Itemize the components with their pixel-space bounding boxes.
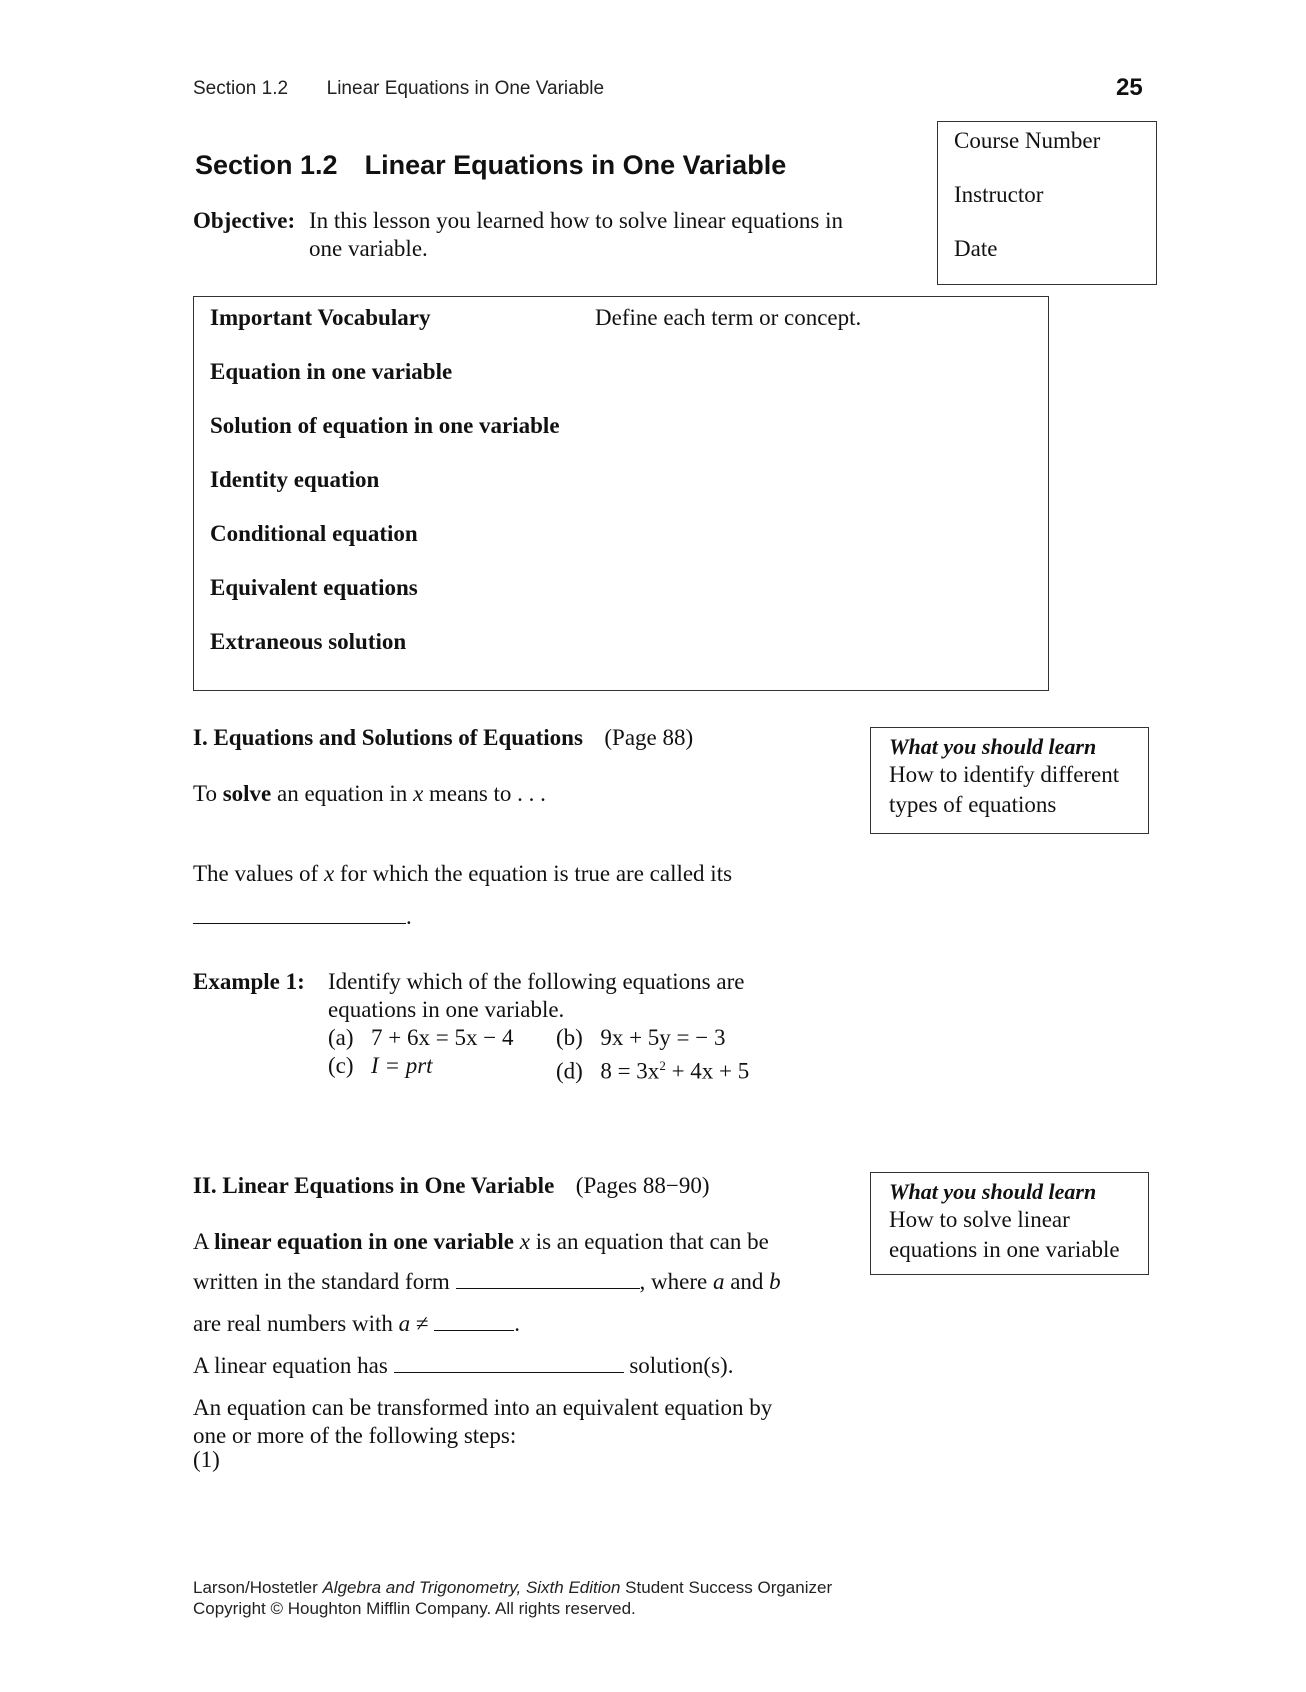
equation: 7 + 6x = 5x − 4 <box>371 1025 514 1050</box>
vocab-term: Identity equation <box>210 467 380 492</box>
text-run: means to . . . <box>423 781 546 806</box>
item-label: (a) <box>328 1025 354 1050</box>
vocab-term: Equation in one variable <box>210 359 453 384</box>
part1-heading-text: I. Equations and Solutions of Equations <box>193 725 583 750</box>
exponent: 2 <box>659 1058 666 1073</box>
example1-item-b <box>556 1024 726 1052</box>
running-header <box>193 78 604 100</box>
part1-pages: (Page 88) <box>604 725 694 750</box>
text-run: . <box>514 1311 521 1336</box>
section-title-label: Section 1.2 <box>195 150 338 180</box>
objective-label: Objective: <box>193 208 296 233</box>
learn-box-line: How to identify different <box>889 762 1120 787</box>
text-run: for which the equation is true are called its <box>334 861 733 886</box>
text-run: ≠ <box>410 1311 435 1336</box>
footer <box>193 1577 832 1619</box>
values-sentence <box>193 860 732 888</box>
footer-copyright: Copyright © Houghton Mifflin Company. All rights reserved. <box>193 1599 636 1618</box>
learn-box-line: equations in one variable <box>889 1237 1120 1262</box>
learn-box-1 <box>870 727 1149 834</box>
part2-heading <box>193 1172 710 1200</box>
standard-form-line <box>193 1268 781 1296</box>
section-title-text: Linear Equations in One Variable <box>364 150 787 180</box>
part2-pages: (Pages 88−90) <box>575 1173 710 1198</box>
item-label: (d) <box>556 1058 583 1084</box>
equation: I = prt <box>371 1053 433 1078</box>
item-label: (c) <box>328 1053 354 1078</box>
step-1-label: (1) <box>193 1447 220 1472</box>
date-label: Date <box>954 236 998 261</box>
variable-a: a <box>712 1269 725 1294</box>
text-run: are real numbers with <box>193 1311 399 1336</box>
answer-blank[interactable] <box>434 1310 514 1331</box>
text-run: an equation in <box>271 781 414 806</box>
footer-line1 <box>193 1577 832 1598</box>
variable-x: x <box>513 1229 530 1254</box>
example1-line1: Identify which of the following equations are <box>328 969 745 994</box>
variable-a: a <box>398 1311 411 1336</box>
text-run: solution(s). <box>629 1353 734 1378</box>
example1-item-d <box>556 1052 749 1086</box>
text-run: is an equation that can be <box>529 1229 769 1254</box>
example1-label: Example 1: <box>193 969 305 994</box>
vocabulary-heading: Important Vocabulary <box>210 305 431 330</box>
vocabulary-instruction: Define each term or concept. <box>595 305 862 330</box>
equivalent-steps-line2: one or more of the following steps: <box>193 1423 517 1448</box>
answer-blank[interactable] <box>193 903 406 924</box>
example1-item-c <box>328 1052 433 1080</box>
objective-text: In this lesson you learned how to solve linear equations in <box>309 208 844 233</box>
solve-definition <box>193 780 546 808</box>
solutions-count-line <box>193 1352 733 1380</box>
vocab-term: Conditional equation <box>210 521 418 546</box>
text-run: , where <box>639 1269 713 1294</box>
linear-equation-definition <box>193 1228 769 1256</box>
answer-blank[interactable] <box>456 1268 640 1289</box>
header-section: Section 1.2 <box>193 78 289 99</box>
part2-heading-text: II. Linear Equations in One Variable <box>193 1173 555 1198</box>
text-run: The values of <box>193 861 324 886</box>
footer-authors: Larson/Hostetler <box>193 1578 318 1597</box>
equivalent-steps-line1: An equation can be transformed into an equivalent equation by <box>193 1395 773 1420</box>
learn-box-line: How to solve linear <box>889 1207 1070 1232</box>
text-run: and <box>724 1269 770 1294</box>
nonzero-condition-line <box>193 1310 520 1338</box>
page-number: 25 <box>1116 74 1143 101</box>
vocab-term: Extraneous solution <box>210 629 407 654</box>
text-run: A <box>193 1229 215 1254</box>
text-run: To <box>193 781 223 806</box>
answer-blank[interactable] <box>394 1352 624 1373</box>
section-title <box>195 150 786 181</box>
variable-b: b <box>769 1269 781 1294</box>
part1-heading <box>193 724 693 752</box>
solve-term: solve <box>222 781 272 806</box>
item-label: (b) <box>556 1025 583 1050</box>
text-run: written in the standard form <box>193 1269 450 1294</box>
course-info-box <box>937 121 1157 285</box>
variable-x: x <box>323 861 335 886</box>
learn-box-line: types of equations <box>889 792 1057 817</box>
text-run: . <box>406 904 412 929</box>
footer-suffix: Student Success Organizer <box>625 1578 833 1597</box>
vocab-term: Equivalent equations <box>210 575 418 600</box>
variable-x: x <box>413 781 424 806</box>
text-run: A linear equation has <box>193 1353 388 1378</box>
vocabulary-box <box>193 296 1049 691</box>
linear-equation-term: linear equation in one variable <box>214 1229 514 1254</box>
course-number-label: Course Number <box>954 128 1101 153</box>
objective-text-2: one variable. <box>309 236 428 261</box>
header-title: Linear Equations in One Variable <box>326 78 605 99</box>
equation: 8 = 3x <box>600 1058 660 1084</box>
solutions-blank-row <box>193 903 412 931</box>
equation: 9x + 5y = − 3 <box>600 1025 726 1050</box>
learn-box-heading: What you should learn <box>889 734 1097 759</box>
example1-item-a <box>328 1024 513 1052</box>
vocab-term: Solution of equation in one variable <box>210 413 560 438</box>
footer-book-title: Algebra and Trigonometry, Sixth Edition <box>322 1578 621 1597</box>
example1-line2: equations in one variable. <box>328 997 565 1022</box>
learn-box-heading: What you should learn <box>889 1179 1097 1204</box>
equation: + 4x + 5 <box>665 1058 750 1084</box>
instructor-label: Instructor <box>954 182 1044 207</box>
learn-box-2 <box>870 1172 1149 1275</box>
